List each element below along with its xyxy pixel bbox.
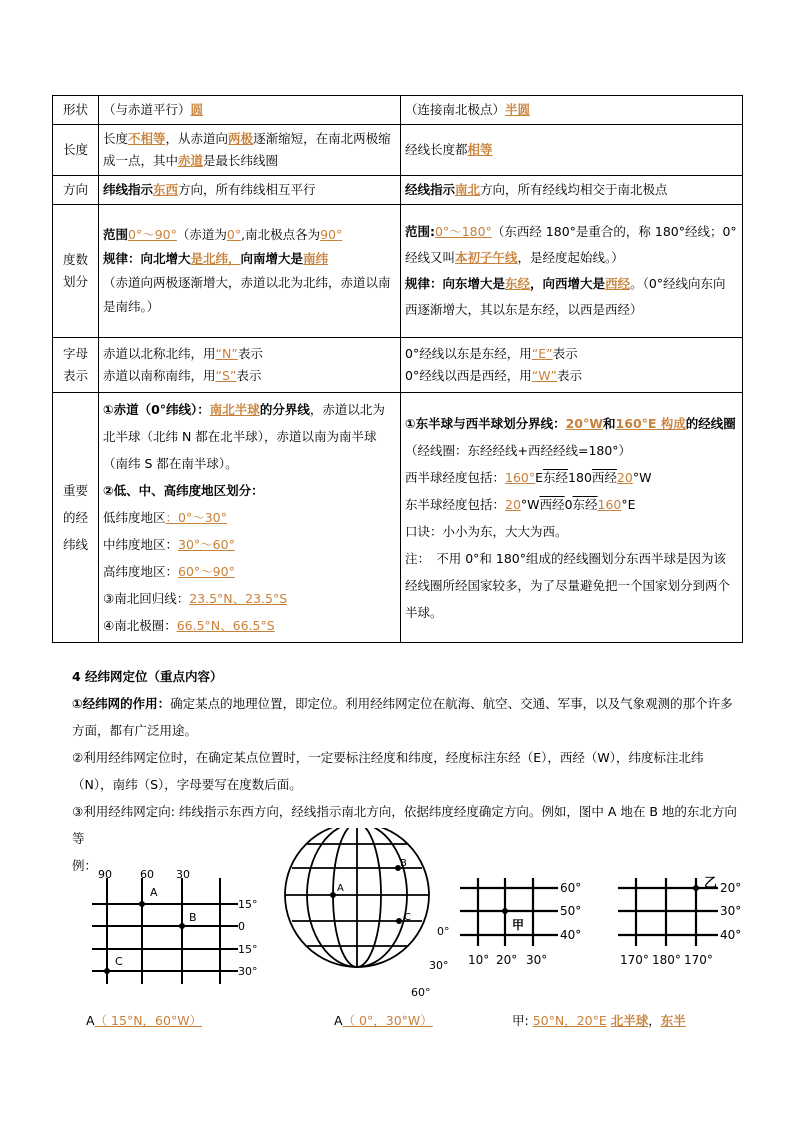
answer: 东半 — [660, 1013, 686, 1028]
text: 180 — [568, 469, 592, 485]
answer: 20 — [505, 496, 521, 512]
row-direction — [53, 176, 743, 205]
text: 确定某点的地理位置，即定位。利用经纬网定位在航海、航空、交通、军事，以及气象观测的那个许多方面，都有广泛用途。 — [72, 696, 733, 738]
answer: 20°W — [565, 415, 604, 431]
text: 长度 — [103, 131, 129, 146]
paragraph-1 — [72, 690, 742, 744]
text: 表示 — [552, 346, 578, 361]
tick-label: 60° — [560, 881, 582, 895]
figure-grid-3 — [456, 872, 591, 970]
paragraph-2: ②利用经纬网定位时，在确定某点位置时，一定要标注经度和纬度，经度标注东经（E），西经（W），纬度标注北纬（N），南纬（S），字母要写在度数后面。 — [72, 750, 704, 792]
text: 高纬度地区： — [103, 564, 179, 579]
text: 注： 不用 0°和 180°组成的经线圈划分东西半球是因为该经线圈所经国家较多，为了尽量避免把一个国家划分到两个半球。 — [405, 550, 731, 620]
text: ④南北极圈： — [103, 618, 177, 633]
tick-label: 30° — [526, 953, 548, 967]
text: 。（0°经线向东向西逐渐增大，其以东是东经，以西是西经） — [405, 276, 726, 317]
text: 西半球经度包括： — [405, 469, 506, 485]
text: 逐渐缩短，在南北两极缩成一点，其中 — [103, 131, 391, 168]
tick-label: 50° — [560, 904, 582, 918]
tick-label: 30 — [176, 868, 190, 881]
tick-label: 15° — [238, 898, 258, 911]
lon-cell — [401, 205, 743, 338]
answer: 0°～90° — [128, 227, 177, 242]
tick-label: 20° — [496, 953, 518, 967]
answer: “E” — [531, 346, 553, 361]
text: （赤道为 — [176, 227, 227, 242]
text: 经线指示 — [405, 182, 456, 197]
answer: “S” — [215, 368, 237, 383]
tick-label: 30° — [720, 904, 742, 918]
text: 东经 — [543, 469, 569, 485]
comparison-table — [52, 95, 743, 643]
answer: 南纬 — [303, 251, 329, 266]
text: 方向，所有经线均相交于南北极点 — [480, 182, 668, 197]
text: （经线圈：东经经线+西经经线=180°） — [405, 442, 632, 458]
text: 表示 — [557, 368, 583, 383]
text: 赤道以北称北纬，用 — [103, 346, 216, 361]
point-label: C — [115, 955, 123, 968]
text: 方向，所有纬线相互平行 — [178, 182, 316, 197]
text: E — [535, 469, 544, 485]
text: ①东半球与西半球划分界线： — [405, 415, 566, 431]
text: 范围 — [103, 227, 129, 242]
answer: 东西 — [153, 182, 179, 197]
paragraph-3: ③利用经纬网定向: 纬线指示东西方向，经线指示南北方向，依据纬度经度确定方向。例如，图中 A 地在 B 地的东北方向等 — [72, 804, 737, 846]
text: ③南北回归线： — [103, 591, 190, 606]
lon-cell — [401, 96, 743, 125]
point-label: B — [189, 911, 197, 924]
lon-cell — [401, 125, 743, 176]
answer: 160°E 构成 — [615, 415, 686, 431]
answer: 160 — [597, 496, 622, 512]
text: ，向西增大是 — [530, 276, 606, 291]
text: 中纬度地区： — [103, 537, 179, 552]
text: ①赤道（0°纬线）： — [103, 402, 210, 417]
tick-label: 60° — [411, 986, 431, 999]
answer: 0°～180° — [435, 224, 492, 239]
text: ， — [648, 1013, 661, 1028]
text: 甲: — [512, 1013, 529, 1028]
tick-label: 90 — [98, 868, 112, 881]
tick-label: 60 — [140, 868, 154, 881]
text: 西经 — [591, 469, 617, 485]
text: ，从赤道向 — [165, 131, 229, 146]
text: ②低、中、高纬度地区划分： — [103, 483, 264, 498]
tick-label: 10° — [468, 953, 490, 967]
tick-label: 0° — [437, 925, 450, 938]
answer: 南北 — [455, 182, 481, 197]
point-label: 乙 — [704, 876, 718, 891]
answer: 本初子午线 — [455, 250, 518, 265]
tick-label: 20° — [720, 881, 742, 895]
text: （与赤道平行） — [103, 102, 191, 117]
figure-grid-1 — [92, 866, 272, 986]
answer: 赤道 — [178, 153, 204, 168]
text: 赤道以南称南纬，用 — [103, 368, 216, 383]
text: 东经 — [572, 496, 598, 512]
row-length — [53, 125, 743, 176]
answer: 0° — [226, 227, 242, 242]
text: 向南增大是 — [240, 251, 304, 266]
text: 0°经线以西是西经，用 — [405, 368, 532, 383]
text: （东西经 180°是重合的，称 180°经线；0°经线又叫 — [405, 224, 737, 265]
example-label: 例： — [72, 858, 98, 873]
answer: 相等 — [467, 142, 493, 157]
text: 低纬度地区 — [103, 510, 166, 525]
tick-label: 40° — [560, 928, 582, 942]
answer: 东经 — [505, 276, 531, 291]
text: 向北增大 — [140, 251, 191, 266]
answer: （ 15°N，60°W） — [94, 1013, 203, 1028]
tick-label: 15° — [238, 943, 258, 956]
text: A — [86, 1013, 95, 1028]
answer: 南北半球 — [209, 402, 260, 417]
lon-cell — [401, 393, 743, 643]
lat-cell — [99, 338, 401, 393]
text: °W — [520, 496, 540, 512]
text: 0 — [564, 496, 573, 512]
text: ,南北极点各为 — [241, 227, 321, 242]
tick-label: 180° — [652, 953, 681, 967]
answer: （ 0°，30°W） — [342, 1013, 433, 1028]
point-label: C — [404, 912, 411, 923]
tick-label: 40° — [720, 928, 742, 942]
text: ①经纬网的作用： — [72, 696, 171, 711]
lat-cell — [99, 393, 401, 643]
answer: “N” — [215, 346, 238, 361]
text: 口诀：小小为东，大大为西。 — [405, 523, 568, 539]
answer: 是北纬， — [190, 251, 241, 266]
answer: ：0°～30° — [165, 510, 227, 525]
text: 西经 — [539, 496, 565, 512]
lat-cell — [99, 96, 401, 125]
answer: 两极 — [228, 131, 254, 146]
tick-label: 30° — [429, 959, 449, 972]
text: 规律： — [405, 276, 443, 291]
answer: 66.5°N、66.5°S — [176, 618, 275, 633]
answer: 20 — [616, 469, 633, 485]
lon-cell — [401, 176, 743, 205]
row-shape — [53, 96, 743, 125]
answer: 北半球 — [610, 1013, 649, 1028]
answer: 不相等 — [128, 131, 166, 146]
tick-label: 170° — [620, 953, 649, 967]
text: 的分界线 — [259, 402, 310, 417]
row-label: 形状 — [53, 96, 99, 125]
lat-cell — [99, 125, 401, 176]
answer: 50°N，20°E — [532, 1013, 607, 1028]
tick-label: 30° — [238, 965, 258, 978]
lon-cell — [401, 338, 743, 393]
text: （赤道向两极逐渐增大，赤道以北为北纬，赤道以南是南纬。） — [103, 275, 391, 314]
row-important — [53, 393, 743, 643]
text: 和 — [603, 415, 616, 431]
text: 东半球经度包括： — [405, 496, 506, 512]
row-degree — [53, 205, 743, 338]
text: 向东增大是 — [442, 276, 506, 291]
row-label: 重要的经纬线 — [53, 393, 99, 643]
answer-1 — [86, 1011, 202, 1029]
answer: 30°～60° — [178, 537, 235, 552]
answer: 半圆 — [505, 102, 531, 117]
text: °E — [621, 496, 636, 512]
text: 0°经线以东是东经，用 — [405, 346, 532, 361]
text: ，赤道以北为北半球（北纬 N 都在北半球），赤道以南为南半球（南纬 S 都在南半球）。 — [103, 402, 385, 471]
lat-cell — [99, 176, 401, 205]
text: 是最长纬线圈 — [203, 153, 279, 168]
figure-globe — [282, 828, 452, 1000]
text: A — [334, 1013, 343, 1028]
row-label: 方向 — [53, 176, 99, 205]
row-label: 长度 — [53, 125, 99, 176]
text: 表示 — [236, 368, 262, 383]
text: 规律： — [103, 251, 141, 266]
answer: 90° — [320, 227, 343, 242]
point-label: A — [337, 883, 344, 894]
answer: 23.5°N、23.5°S — [189, 591, 288, 606]
point-label: B — [400, 858, 407, 869]
answer: 西经 — [605, 276, 631, 291]
section-title: 4 经纬网定位（重点内容） — [72, 669, 223, 684]
figure-grid-4 — [614, 872, 754, 970]
answer: 160° — [505, 469, 536, 485]
text: 纬线指示 — [103, 182, 154, 197]
text: 经线长度都 — [405, 142, 468, 157]
answer-3 — [512, 1011, 686, 1029]
row-letters — [53, 338, 743, 393]
text: °W — [632, 469, 652, 485]
point-label: 甲 — [512, 918, 525, 932]
answer: “W” — [531, 368, 558, 383]
text: 范围: — [405, 224, 435, 239]
answer: 圆 — [190, 102, 204, 117]
answer-2 — [334, 1011, 433, 1029]
lat-cell — [99, 205, 401, 338]
answer: 60°～90° — [178, 564, 235, 579]
row-label: 字母表示 — [53, 338, 99, 393]
row-label: 度数划分 — [53, 205, 99, 338]
text: （连接南北极点） — [405, 102, 506, 117]
text: ，是经度起始线。） — [517, 250, 624, 265]
tick-label: 170° — [684, 953, 713, 967]
text: 的经线圈 — [685, 415, 736, 431]
point-label: A — [150, 886, 158, 899]
tick-label: 0 — [238, 920, 245, 933]
text: 表示 — [237, 346, 263, 361]
